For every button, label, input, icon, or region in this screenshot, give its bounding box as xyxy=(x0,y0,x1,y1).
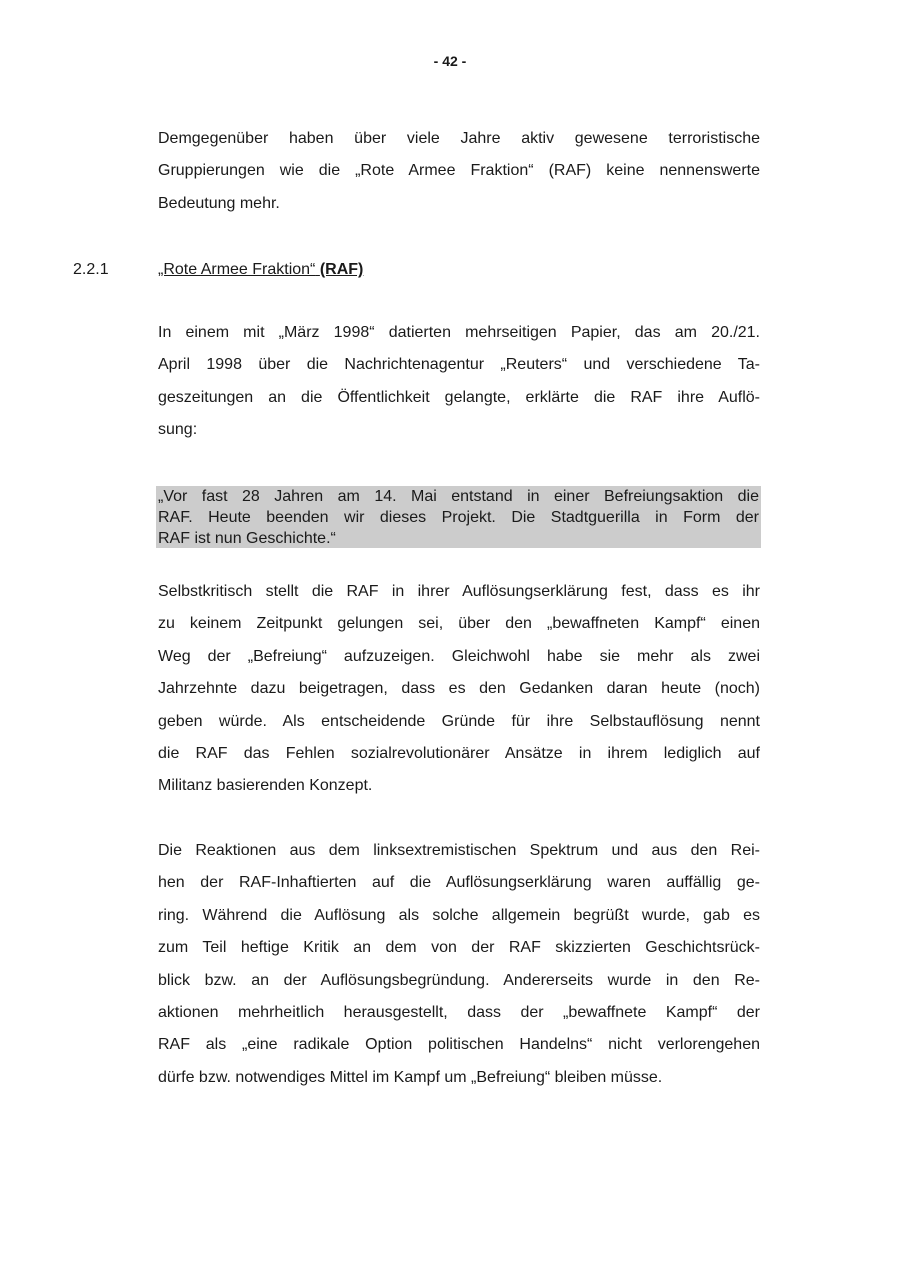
intro-paragraph xyxy=(158,123,760,220)
text-line: zum Teil heftige Kritik an dem von der RAF skizzierten Geschichtsrück- xyxy=(158,939,760,957)
text-line: Militanz basierenden Konzept. xyxy=(158,777,373,795)
section-number: 2.2.1 xyxy=(73,261,109,278)
text-line: aktionen mehrheitlich herausgestellt, dass der „bewaffnete Kampf“ der xyxy=(158,1004,760,1022)
quote-text xyxy=(156,486,761,549)
text-line: hen der RAF-Inhaftierten auf die Auflösungserklärung waren auffällig ge- xyxy=(158,874,760,892)
text-line: geben würde. Als entscheidende Gründe für ihre Selbstauflösung nennt xyxy=(158,712,760,730)
text-line: geszeitungen an die Öffentlichkeit gelangte, erklärte die RAF ihre Auflö- xyxy=(158,388,760,406)
section-title-text: „Rote Armee Fraktion“ xyxy=(158,261,316,278)
page-number: - 42 - xyxy=(433,53,467,69)
text-line: Die Reaktionen aus dem linksextremistischen Spektrum und aus den Rei- xyxy=(158,842,760,859)
quote-block xyxy=(156,486,761,548)
paragraph-3 xyxy=(158,835,760,1094)
text-line: RAF ist nun Geschichte.“ xyxy=(158,530,336,547)
text-line: dürfe bzw. notwendiges Mittel im Kampf um „Befreiung“ bleiben müsse. xyxy=(158,1068,663,1086)
text-line: April 1998 über die Nachrichtenagentur „Reuters“ und verschiedene Ta- xyxy=(158,356,760,374)
text-line: Demgegenüber haben über viele Jahre aktiv gewesene terroristische xyxy=(158,130,760,147)
text-line: sung: xyxy=(158,421,198,439)
text-line: blick bzw. an der Auflösungsbegründung. Andererseits wurde in den Re- xyxy=(158,971,760,989)
section-title xyxy=(158,259,363,281)
text-line: Weg der „Befreiung“ aufzuzeigen. Gleichwohl habe sie mehr als zwei xyxy=(158,647,760,665)
text-line: zu keinem Zeitpunkt gelungen sei, über den „bewaffneten Kampf“ einen xyxy=(158,615,760,633)
text-line: RAF. Heute beenden wir dieses Projekt. Die Stadtguerilla in Form der xyxy=(158,509,759,526)
text-line: Gruppierungen wie die „Rote Armee Fraktion“ (RAF) keine nennenswerte xyxy=(158,162,760,180)
section-title-bold: (RAF) xyxy=(319,261,364,278)
text-line: RAF als „eine radikale Option politischen Handelns“ nicht verlorengehen xyxy=(158,1036,760,1054)
text-line: Selbstkritisch stellt die RAF in ihrer Auflösungserklärung fest, dass es ihr xyxy=(158,583,760,600)
text-line: ring. Während die Auflösung als solche allgemein begrüßt wurde, gab es xyxy=(158,906,760,924)
text-line: In einem mit „März 1998“ datierten mehrseitigen Papier, das am 20./21. xyxy=(158,324,760,341)
paragraph-2 xyxy=(158,576,760,803)
text-line: „Vor fast 28 Jahren am 14. Mai entstand in einer Befreiungsaktion die xyxy=(158,488,759,505)
paragraph-1 xyxy=(158,317,760,447)
text-line: Jahrzehnte dazu beigetragen, dass es den Gedanken daran heute (noch) xyxy=(158,680,760,698)
text-line: Bedeutung mehr. xyxy=(158,194,280,212)
text-line: die RAF das Fehlen sozialrevolutionärer Ansätze in ihrem lediglich auf xyxy=(158,745,760,763)
